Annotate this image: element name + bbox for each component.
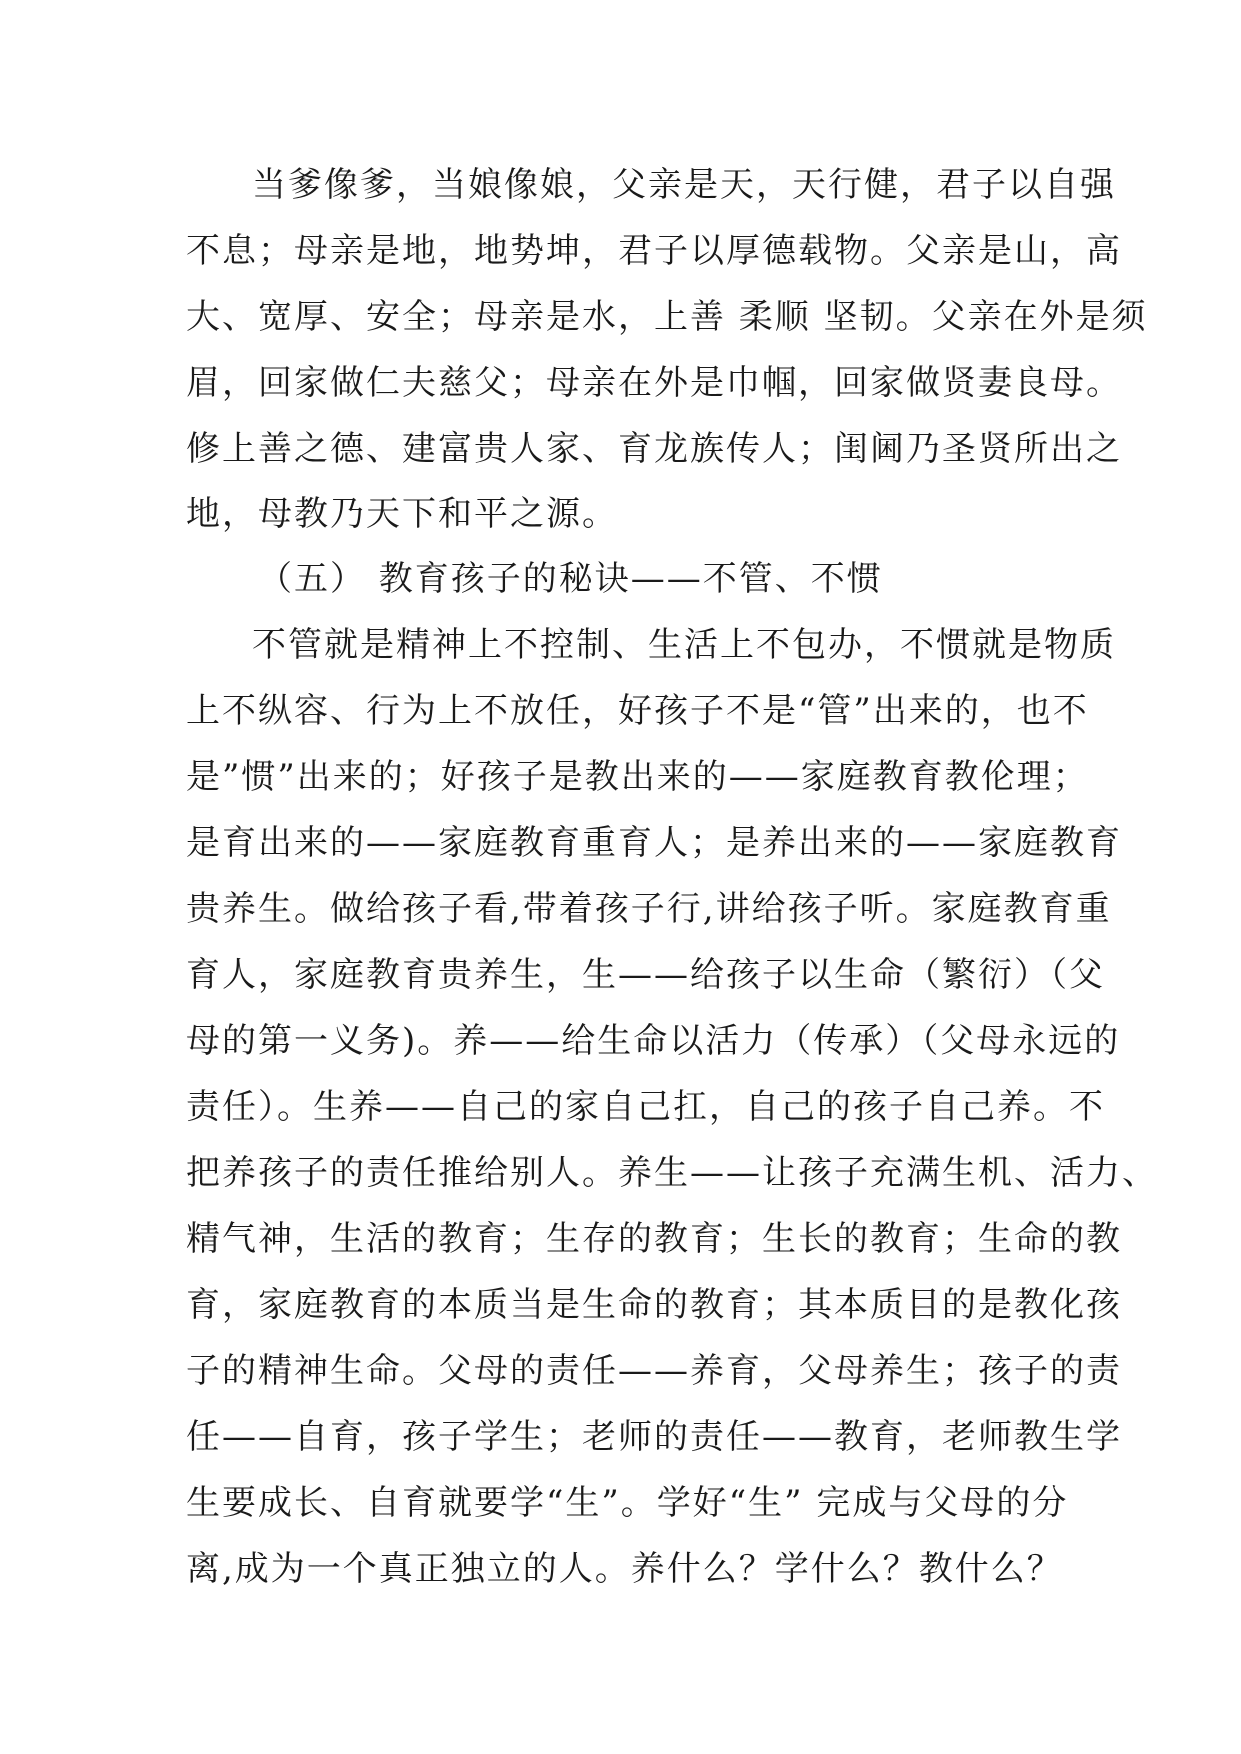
section-heading: （五） 教育孩子的秘诀——不管、不惯	[258, 559, 883, 599]
text-line: 责任）。生养——自己的家自己扛，自己的孩子自己养。不	[186, 1087, 1105, 1127]
text-line: 修上善之德、建富贵人家、育龙族传人；闺阃乃圣贤所出之	[186, 429, 1122, 469]
text-line: 母的第一义务)。养——给生命以活力（传承）（父母永远的	[186, 1021, 1121, 1061]
text-line: 大、宽厚、安全；母亲是水，上善 柔顺 坚韧。父亲在外是须	[186, 297, 1148, 337]
text-line: 贵养生。做给孩子看,带着孩子行,讲给孩子听。家庭教育重	[186, 889, 1112, 929]
text-line: 精气神，生活的教育；生存的教育；生长的教育；生命的教	[186, 1219, 1122, 1259]
text-line: 地，母教乃天下和平之源。	[186, 494, 618, 534]
text-line: 育，家庭教育的本质当是生命的教育；其本质目的是教化孩	[186, 1285, 1122, 1325]
text-line: 上不纵容、行为上不放任，好孩子不是“管”出来的，也不	[186, 691, 1089, 731]
text-line: 是育出来的——家庭教育重育人；是养出来的——家庭教育	[186, 823, 1122, 863]
text-line: 是”惯”出来的；好孩子是教出来的——家庭教育教伦理；	[186, 757, 1089, 797]
text-line: 把养孩子的责任推给别人。养生——让孩子充满生机、活力、	[186, 1153, 1158, 1193]
text-line: 不息；母亲是地，地势坤，君子以厚德载物。父亲是山，高	[186, 231, 1122, 271]
text-line: 眉，回家做仁夫慈父；母亲在外是巾帼，回家做贤妻良母。	[186, 363, 1122, 403]
text-line: 离,成为一个真正独立的人。养什么？学什么？教什么？	[186, 1549, 1063, 1589]
text-line: 子的精神生命。父母的责任——养育，父母养生；孩子的责	[186, 1351, 1122, 1391]
text-line: 任——自育，孩子学生；老师的责任——教育，老师教生学	[186, 1417, 1122, 1457]
text-line: 当爹像爹，当娘像娘，父亲是天，天行健，君子以自强	[252, 165, 1116, 205]
text-line: 不管就是精神上不控制、生活上不包办，不惯就是物质	[252, 625, 1116, 665]
text-line: 生要成长、自育就要学“生”。学好“生” 完成与父母的分	[186, 1483, 1069, 1523]
text-line: 育人，家庭教育贵养生，生——给孩子以生命（繁衍）（父	[186, 955, 1105, 995]
